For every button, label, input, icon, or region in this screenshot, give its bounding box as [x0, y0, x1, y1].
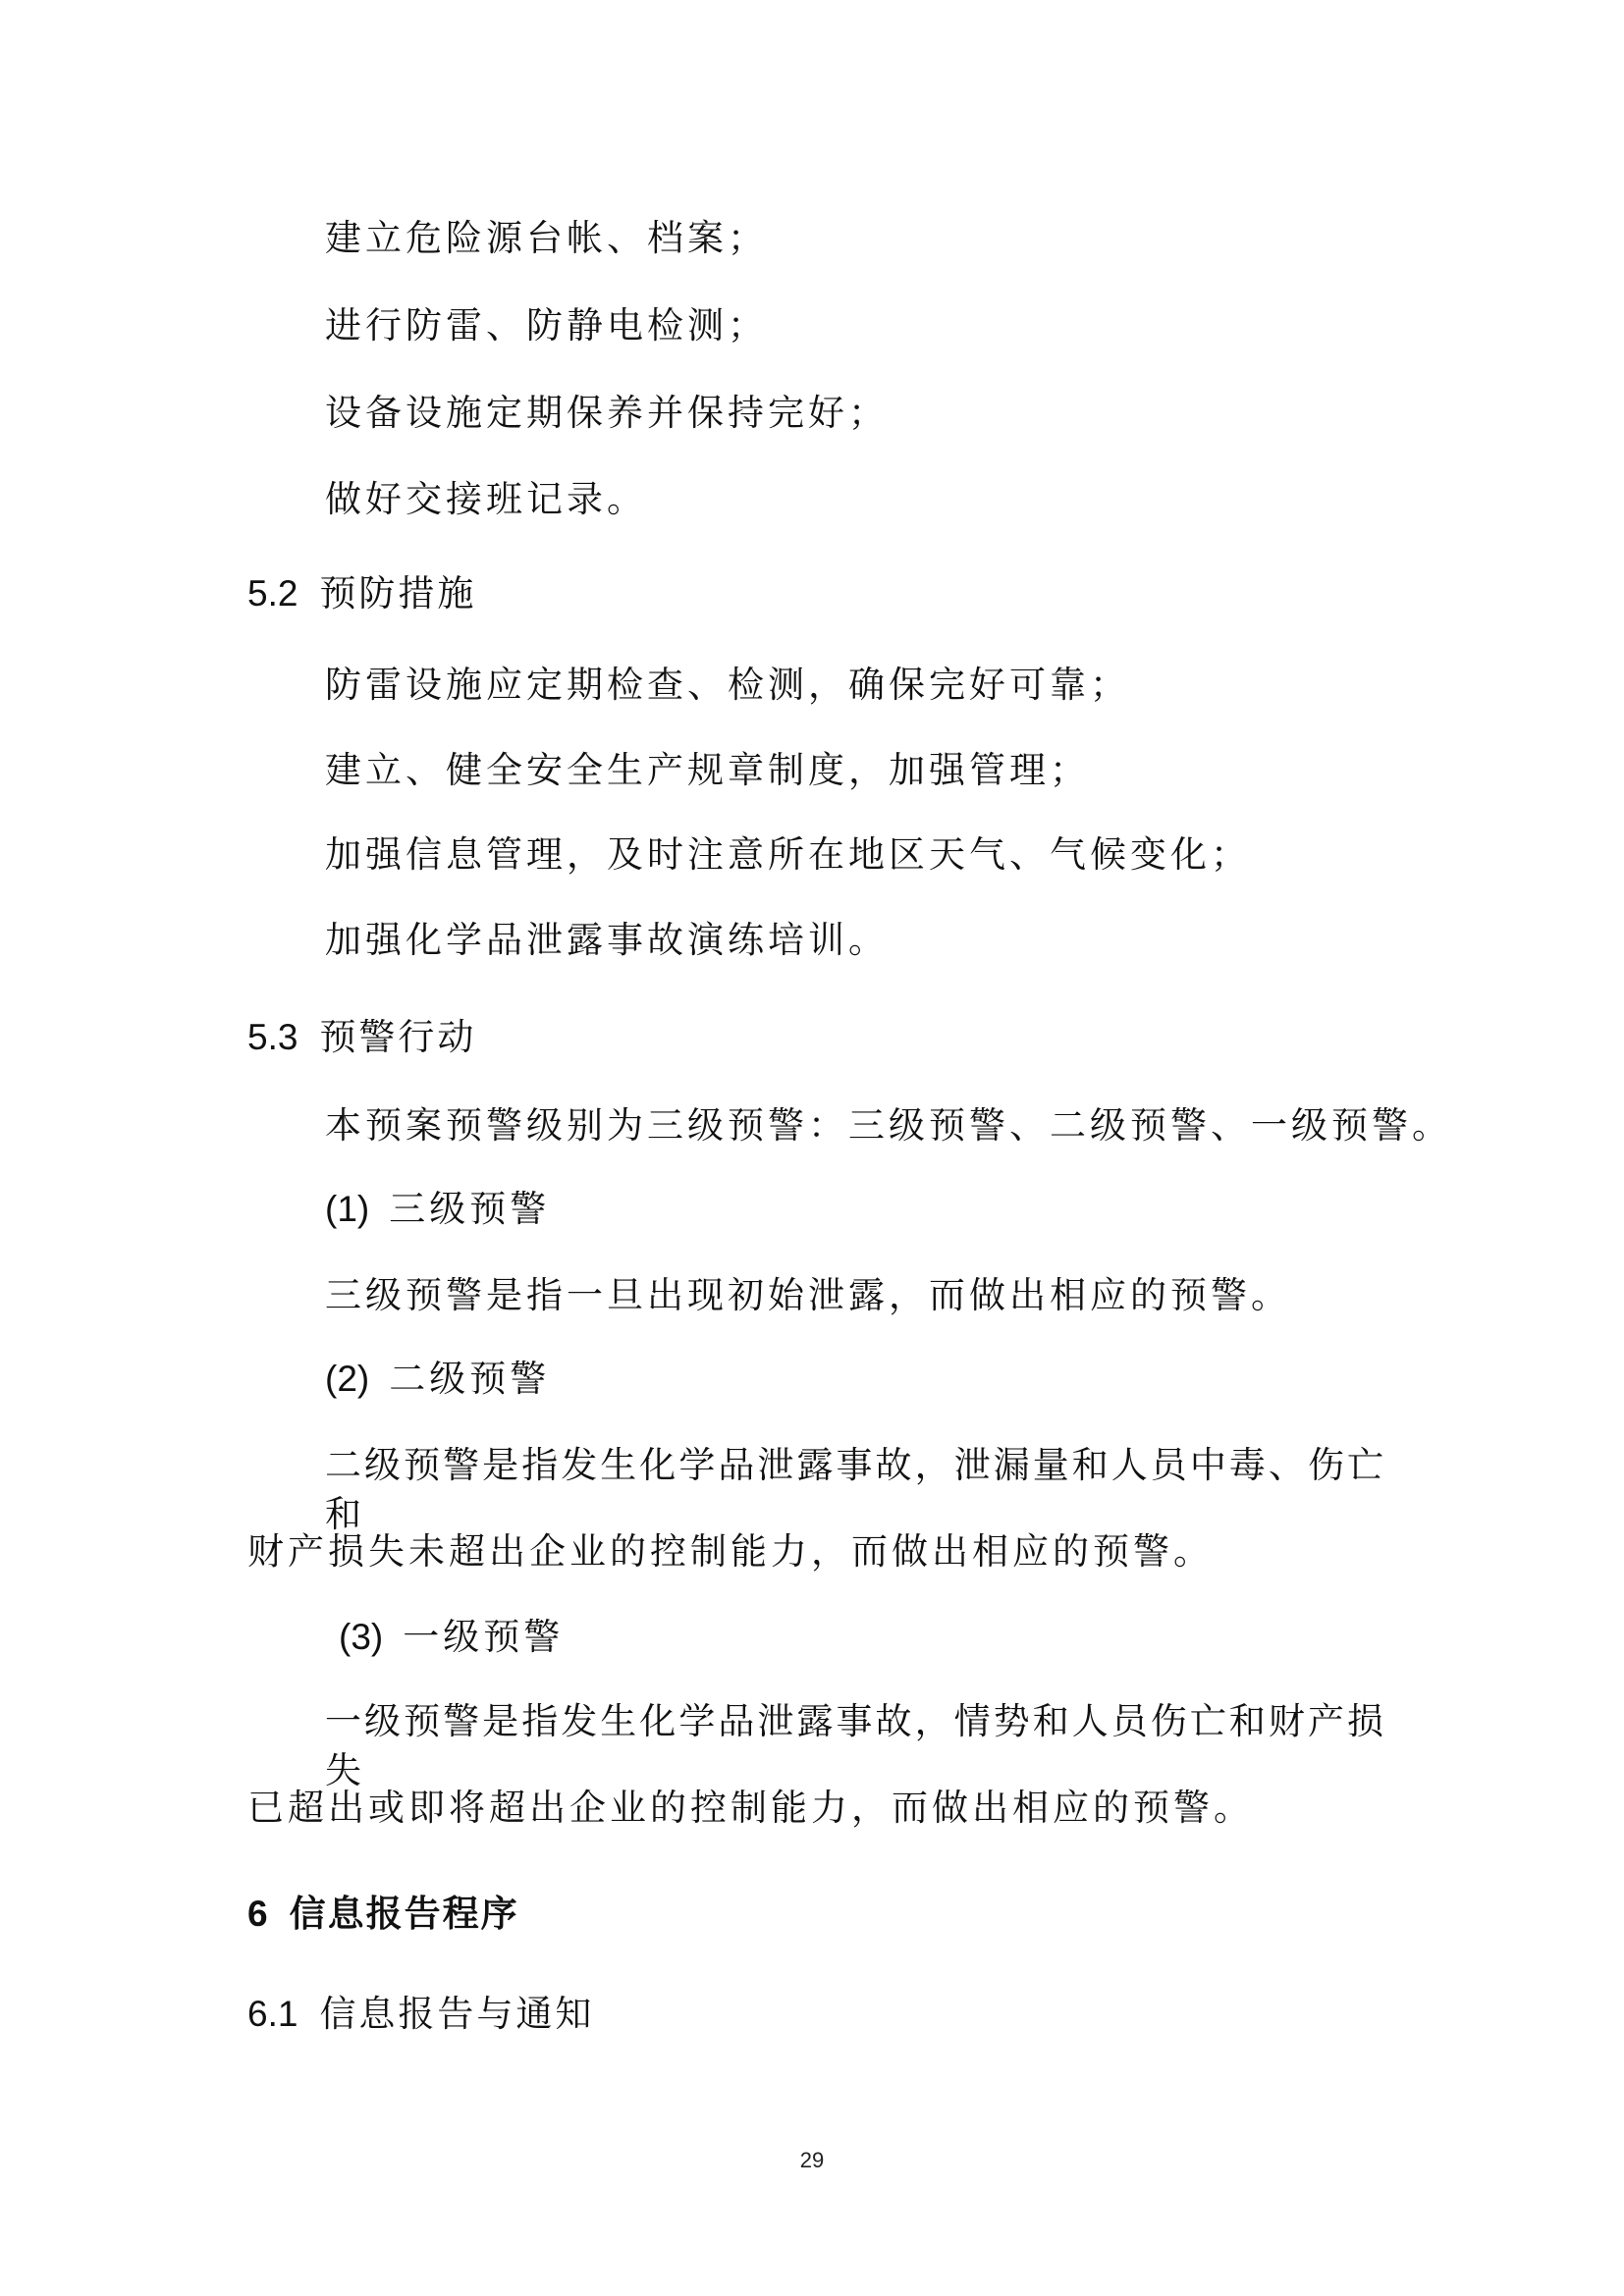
list-marker: (2) [325, 1359, 370, 1399]
section-heading-6 [247, 1890, 519, 1939]
subheading-level3 [325, 1185, 550, 1234]
section-title: 预警行动 [319, 1016, 477, 1058]
paragraph-line: 财产损失未超出企业的控制能力，而做出相应的预警。 [247, 1530, 1214, 1573]
list-item: 建立、健全安全生产规章制度，加强管理； [325, 749, 1090, 791]
list-item: 设备设施定期保养并保持完好； [325, 392, 889, 434]
subheading-level2 [325, 1355, 550, 1404]
paragraph-text: 一级预警是指发生化学品泄露事故，情势和人员伤亡和财产损失 [325, 1700, 1385, 1791]
subheading-title: 一级预警 [403, 1616, 565, 1658]
paragraph-intro: 本预案预警级别为三级预警：三级预警、二级预警、一级预警。 [325, 1104, 1452, 1147]
subheading-title: 三级预警 [389, 1188, 551, 1230]
section-heading-5-2 [247, 569, 476, 618]
section-title: 预防措施 [319, 572, 477, 614]
paragraph-line: 已超出或即将超出企业的控制能力，而做出相应的预警。 [247, 1787, 1254, 1829]
paragraph-line [325, 1697, 1385, 1795]
subheading-title: 二级预警 [389, 1358, 551, 1400]
list-item: 建立危险源台帐、档案； [325, 217, 768, 259]
list-item: 加强化学品泄露事故演练培训。 [325, 919, 889, 961]
list-marker: (1) [325, 1189, 370, 1229]
list-item: 做好交接班记录。 [325, 478, 647, 520]
section-number: 6 [247, 1894, 268, 1934]
list-item: 防雷设施应定期检查、检测，确保完好可靠； [325, 664, 1130, 706]
section-heading-5-3 [247, 1013, 476, 1062]
page-number: 29 [799, 2148, 825, 2172]
section-title: 信息报告程序 [289, 1893, 519, 1935]
list-item: 进行防雷、防静电检测； [325, 304, 768, 347]
section-number: 5.2 [247, 573, 298, 614]
section-heading-6-1 [247, 1990, 594, 2039]
list-marker: (3) [339, 1617, 384, 1657]
paragraph-line [325, 1441, 1385, 1539]
list-item: 加强信息管理，及时注意所在地区天气、气候变化； [325, 833, 1251, 876]
paragraph: 三级预警是指一旦出现初始泄露，而做出相应的预警。 [325, 1274, 1291, 1316]
paragraph-text: 二级预警是指发生化学品泄露事故，泄漏量和人员中毒、伤亡和 [325, 1444, 1385, 1535]
section-number: 5.3 [247, 1017, 298, 1057]
subheading-level1 [339, 1613, 564, 1662]
section-title: 信息报告与通知 [319, 1993, 595, 2035]
section-number: 6.1 [247, 1994, 298, 2034]
